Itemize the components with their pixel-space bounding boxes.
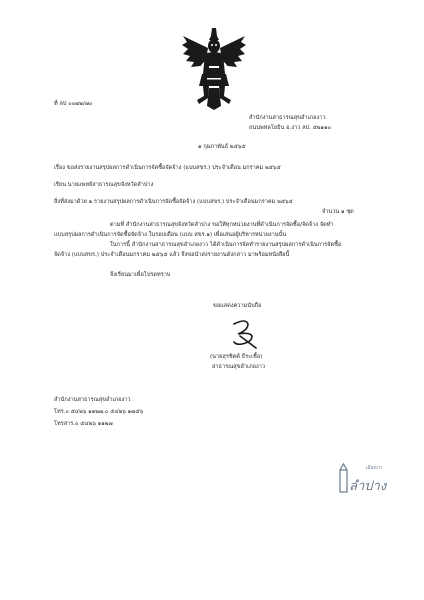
garuda-emblem-icon <box>181 26 247 110</box>
letter-date: ๑ กุมภาพันธ์ ๒๕๖๕ <box>198 144 246 150</box>
footer-fax: โทรสาร.๐ ๕๔๒๖ ๑๑๒๗ <box>54 421 113 427</box>
body-line-3: ในการนี้ สำนักงานสาธารณสุขอำเภองาว ได้ดำเนินการจัดทำรายงานสรุปผลการดำเนินการจัดซื้อ <box>110 242 342 248</box>
body-line-1: ตามที่ สำนักงานสาธารณสุขจังหวัดลำปาง ขอให้ทุกหน่วยงานที่ดำเนินการจัดซื้อ/จัดจ้าง จัดทำ <box>110 222 334 228</box>
signer-title: สาธารณสุขอำเภองาว <box>212 364 266 370</box>
office-address: ถนนพหลโยธิน อ.งาว ลป. ๕๒๑๑๐ <box>249 125 332 131</box>
body-line-2: แบบสรุปผลการดำเนินการจัดซื้อจัดจ้าง ในรอบเดือน (แบบ สขร.๑) เพื่อเสนอผู้บริหารหน่วยงานนั้น <box>54 232 287 238</box>
lampang-logo-icon <box>338 460 392 498</box>
signer-name: (นายสุรชิตต์ ธีระเชื้อ) <box>210 354 263 360</box>
office-name: สำนักงานสาธารณสุขอำเภองาว <box>249 115 326 121</box>
logo-main-text: ลำปาง <box>349 479 387 494</box>
attachment-quantity: จำนวน ๑ ชุด <box>322 209 354 215</box>
handwritten-signature <box>226 318 260 350</box>
sign-off: ขอแสดงความนับถือ <box>213 303 262 309</box>
logo-small-text: เมืองเก่า <box>366 466 383 471</box>
body-line-4: จัดจ้าง (แบบสขร.) ประจำเดือนมกราคม ๒๕๖๕ แล้ว จึงขอนำส่งรายงานดังกล่าว มาพร้อมหนังสือนี้ <box>54 252 290 258</box>
letter-subject: เรื่อง ขอส่งรายงานสรุปผลการดำเนินการจัดซื้อจัดจ้าง (แบบสขร.) ประจำเดือน มกราคม ๒๕๖๕ <box>54 165 281 171</box>
reference-number: ที่ ลป ๐๐๗๒/๗๐ <box>54 101 93 107</box>
letter-recipient: เรียน นายแพทย์สาธารณสุขจังหวัดลำปาง <box>54 182 154 188</box>
footer-office: สำนักงานสาธารณสุขอำเภองาว <box>54 397 131 403</box>
closing-request: จึงเรียนมาเพื่อโปรดทราบ <box>110 272 171 278</box>
letter-attachment: สิ่งที่ส่งมาด้วย ๑.รายงานสรุปผลการดำเนินการจัดซื้อจัดจ้าง (แบบสขร.) ประจำเดือนมกราคม ๒๕๖๕ <box>54 199 293 205</box>
footer-phone: โทร.๐ ๕๔๒๖ ๑๑๒๗,๐ ๕๔๒๖ ๑๗๕๖ <box>54 409 144 415</box>
